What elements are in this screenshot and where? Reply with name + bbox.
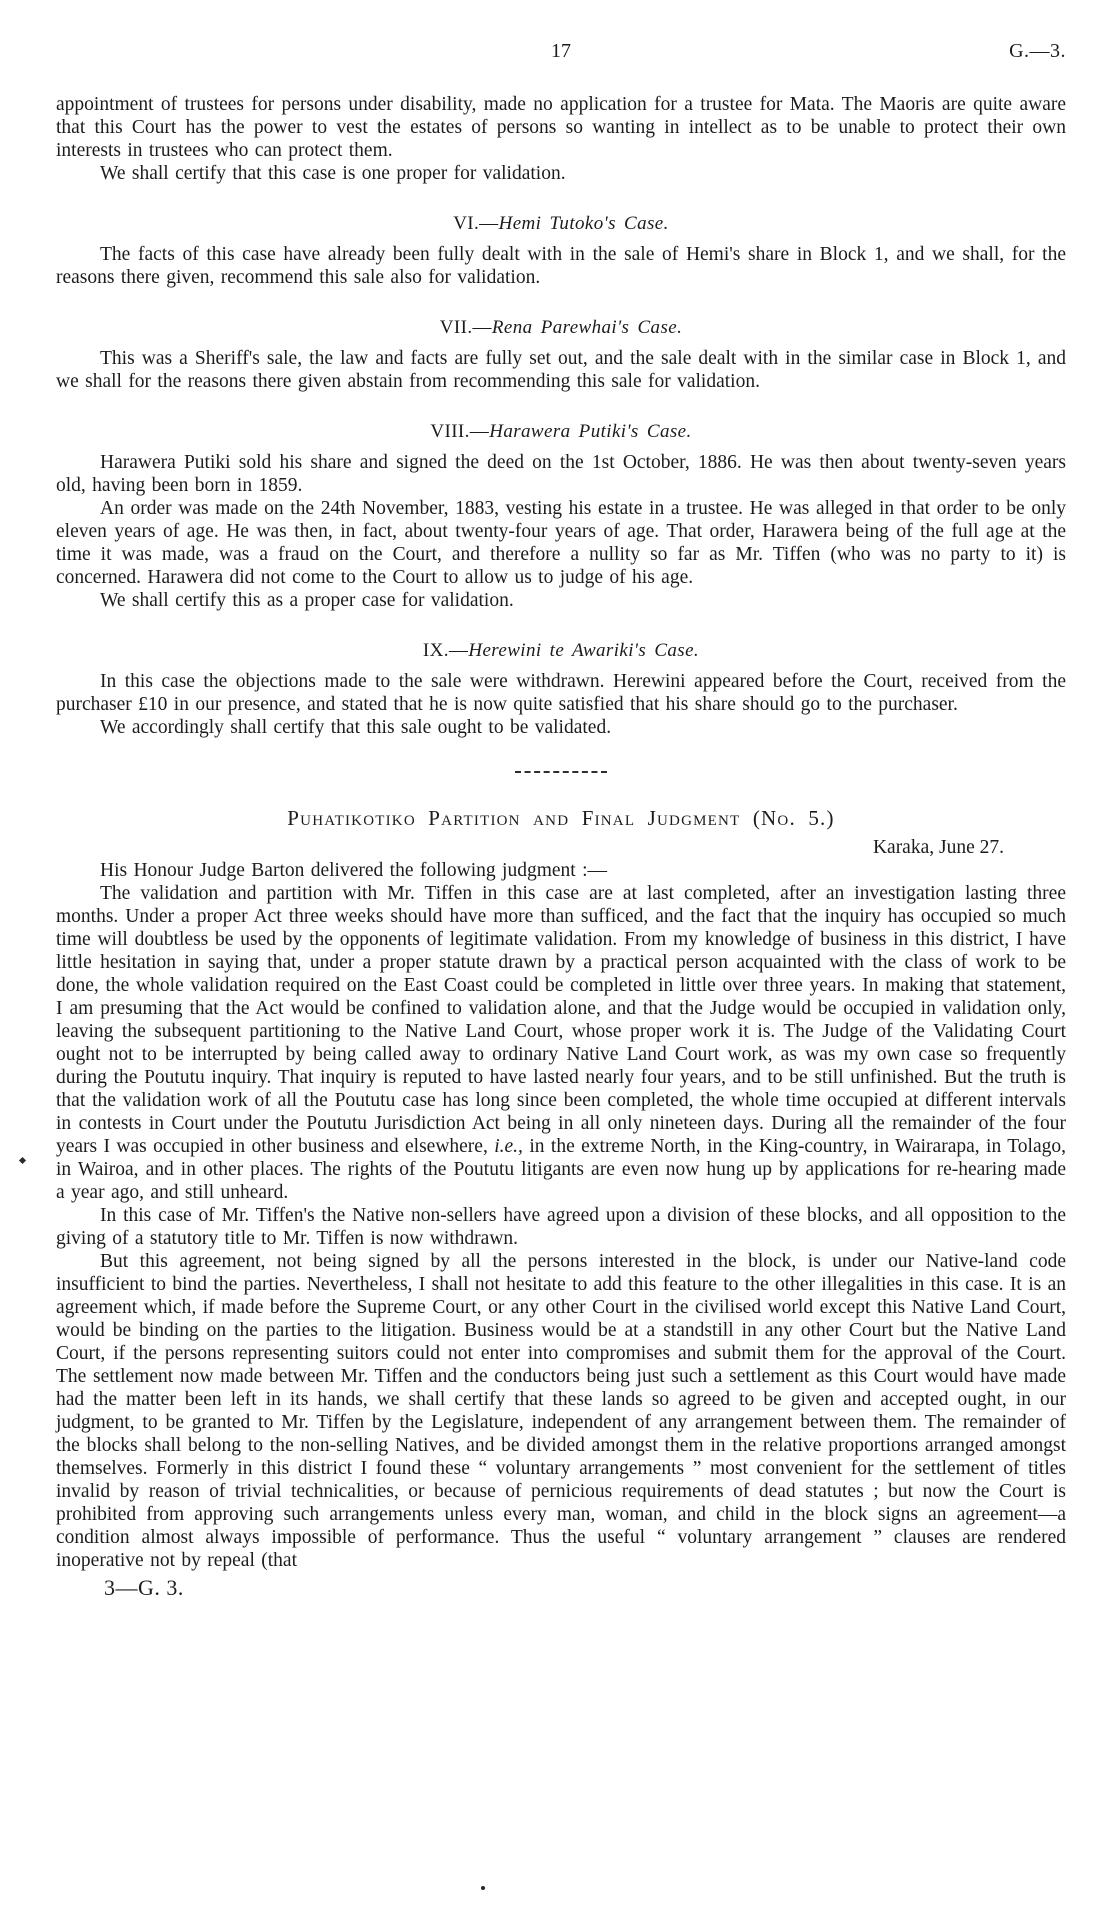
case-vii-heading xyxy=(56,316,1066,339)
judgment-paragraph-1-end: in the extreme North, in the King-country, in Wairarapa, in Tolago, in Wairoa, and in other places. The rights of the Poututu litigants are even now hung up by applications for re-hearing made a year ago, and still unheard. xyxy=(56,1136,1066,1203)
judgment-intro-paragraph: His Honour Judge Barton delivered the following judgment :— xyxy=(100,860,608,881)
case-viii-paragraph-2: An order was made on the 24th November, 1883, vesting his estate in a trustee. He was alleged in that order to be only eleven years of age. He was then, in fact, about twenty-four years of age. That order, Harawera being of the full age at the time it was made, was a fraud on the Court, and therefore a nullity so far as Mr. Tiffen (who was no party to it) is concerned. Harawera did not come to the Court to allow us to judge of his age. xyxy=(56,498,1066,588)
folio-reference: G.—3. xyxy=(1009,40,1067,62)
case-vi-title: Hemi Tutoko's Case. xyxy=(498,213,669,234)
judgment-paragraph-1 xyxy=(56,882,1066,1204)
case-vi-numeral: VI.— xyxy=(453,213,499,234)
judgment-heading: Puhatikotiko Partition and Final Judgment (No. 5.) xyxy=(287,806,835,830)
judgment-paragraph-1-start: The validation and partition with Mr. Tiffen in this case are at last completed, after an investigation lasting three months. Under a proper Act three weeks should have more than sufficed, and the fact that the inquiry has occupied so much time will doubtless be used by the opponents of legitimate validation. From my knowledge of business in this district, I have little hesitation in saying that, under a proper statute drawn by a practical person acquainted with the class of work to be done, the whole validation required on the East Coast could be completed in little over three years. In making that statement, I am presuming that the Act would be confined to validation alone, and that the Judge would be occupied in validation only, leaving the subsequent partitioning to the Native Land Court, whose proper work it is. The Judge of the Validating Court ought not to be interrupted by being called away to ordinary Native Land Court work, as was my own case so frequently during the Poututu inquiry. That inquiry is reputed to have lasted nearly four years, and to be still unfinished. But the truth is that the validation work of all the Poututu case has long since been completed, the whole time occupied at different intervals in contests in Court under the Poututu Jurisdiction Act being in all only nineteen days. During all the remainder of the four years I was occupied in other business and elsewhere, xyxy=(56,883,1066,1157)
case-vii-title: Rena Parewhai's Case. xyxy=(491,317,683,338)
ink-speck xyxy=(19,1157,26,1164)
case-vi-paragraph: The facts of this case have already been fully dealt with in the sale of Hemi's share in Block 1, and we shall, for the reasons there given, recommend this sale also for validation. xyxy=(56,244,1066,288)
case-viii-paragraph-3: We shall certify this as a proper case for validation. xyxy=(100,590,514,611)
judgment-paragraph-3: But this agreement, not being signed by all the persons interested in the block, is under our Native-land code insufficient to bind the parties. Nevertheless, I shall not hesitate to add this feature to the other illegalities in this case. It is an agreement which, if made before the Supreme Court, or any other Court in the civilised world except this Native Land Court, would be binding on the parties to the litigation. Business would be at a standstill in any other Court but the Native Land Court, if the persons representing suitors could not enter into compromises and submit them for the approval of the Court. The settlement now made between Mr. Tiffen and the conductors being just such a settlement as this Court would have made had the matter been left in its hands, we shall certify that these lands so agreed to be given and accepted ought, in our judgment, to be granted to Mr. Tiffen by the Legislature, independent of any arrangement between them. The remainder of the blocks shall belong to the non-selling Natives, and be divided amongst them in the relative proportions arranged amongst themselves. Formerly in this district I found these “ voluntary arrangements ” most convenient for the settlement of titles invalid by reason of trivial technicalities, or because of pernicious requirements of dead statutes ; but now the Court is prohibited from approving such arrangements unless every man, woman, and child in the block signs an agreement—a condition almost always impossible of performance. Thus the useful “ voluntary arrangement ” clauses are rendered inoperative not by repeal (that xyxy=(56,1251,1066,1571)
case-ix-paragraph-1: In this case the objections made to the sale were withdrawn. Herewini appeared before the Court, received from the purchaser £10 in our presence, and stated that he is now quite satisfied that his share should go to the purchaser. xyxy=(56,671,1066,715)
page-number: 17 xyxy=(551,40,571,62)
case-ix-numeral: IX.— xyxy=(422,640,469,661)
case-ix-heading xyxy=(56,639,1066,662)
case-viii-title: Harawera Putiki's Case. xyxy=(489,421,692,442)
page-body xyxy=(56,93,1066,1599)
case-viii-heading xyxy=(56,420,1066,443)
case-viii-numeral: VIII.— xyxy=(430,421,490,442)
page-header xyxy=(56,40,1066,63)
section-divider xyxy=(515,771,607,773)
case-vii-paragraph: This was a Sheriff's sale, the law and facts are fully set out, and the sale dealt with in the similar case in Block 1, and we shall for the reasons there given abstain from recommending this sale for validation. xyxy=(56,348,1066,392)
printers-signature: 3—G. 3. xyxy=(104,1575,184,1600)
ink-speck xyxy=(481,1886,485,1890)
judgment-paragraph-1-latin-abbrev: i.e., xyxy=(494,1136,523,1157)
case-ix-paragraph-2: We accordingly shall certify that this sale ought to be validated. xyxy=(100,717,612,738)
intro-continuation-paragraph: appointment of trustees for persons under disability, made no application for a trustee for Mata. The Maoris are quite aware that this Court has the power to vest the estates of persons so wanting in intellect as to be unable to protect their own interests in trustees who can protect them. xyxy=(56,94,1066,161)
judgment-paragraph-2: In this case of Mr. Tiffen's the Native non-sellers have agreed upon a division of these blocks, and all opposition to the giving of a statutory title to Mr. Tiffen is now withdrawn. xyxy=(56,1205,1066,1249)
intro-certify-paragraph: We shall certify that this case is one proper for validation. xyxy=(100,163,566,184)
case-vi-heading xyxy=(56,212,1066,235)
case-viii-paragraph-1: Harawera Putiki sold his share and signed the deed on the 1st October, 1886. He was then about twenty-seven years old, having been born in 1859. xyxy=(56,452,1066,496)
case-vii-numeral: VII.— xyxy=(439,317,492,338)
case-ix-title: Herewini te Awariki's Case. xyxy=(468,640,700,661)
judgment-dateline: Karaka, June 27. xyxy=(872,837,1004,858)
